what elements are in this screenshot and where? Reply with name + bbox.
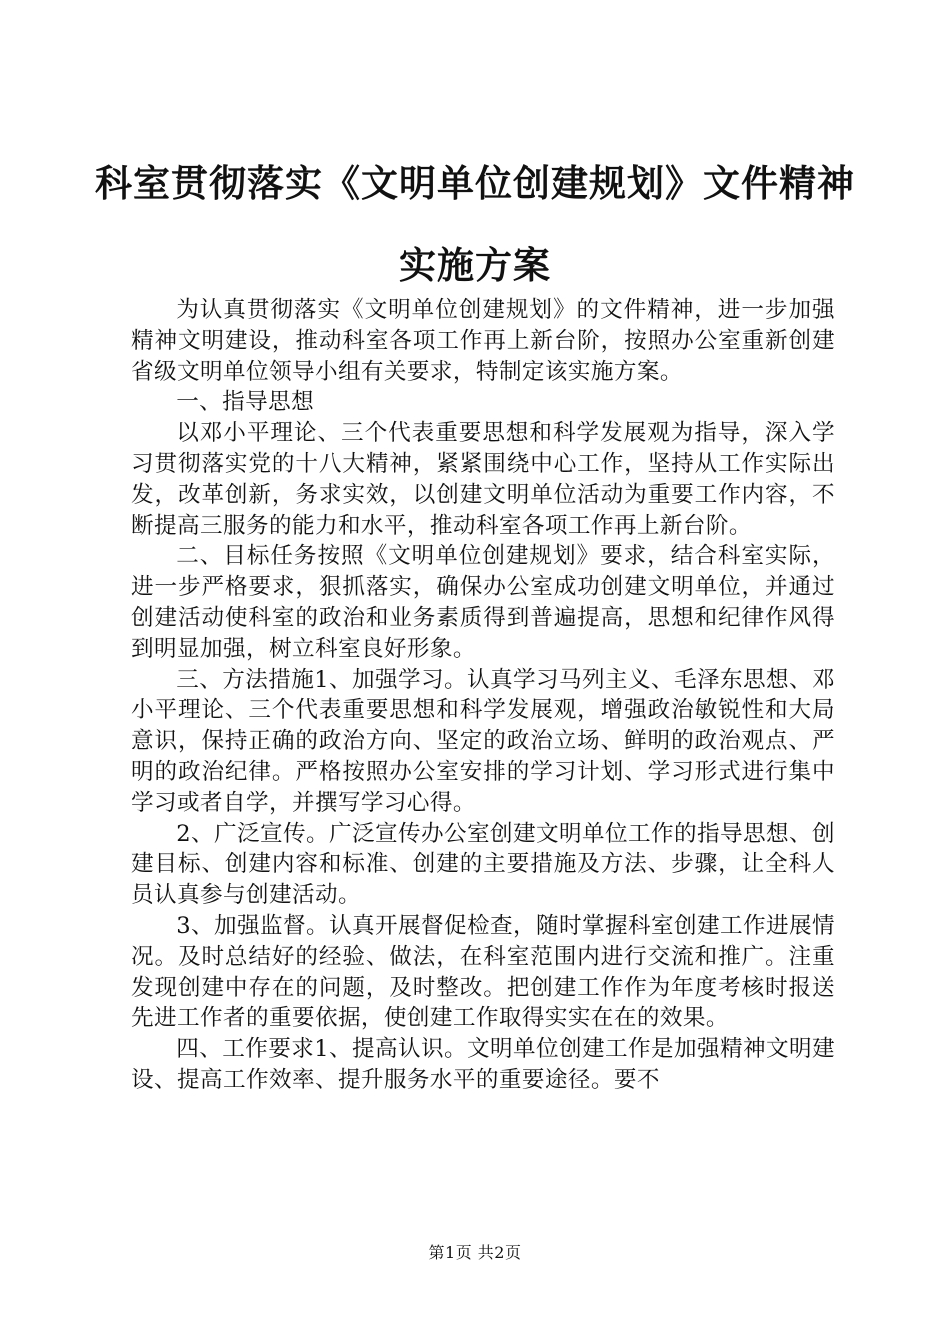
paragraph-measures-publicity: 2、广泛宣传。广泛宣传办公室创建文明单位工作的指导思想、创建目标、创建内容和标准、创建的主要措施及方法、步骤，让全科人员认真参与创建活动。: [131, 820, 835, 909]
paragraph-intro: 为认真贯彻落实《文明单位创建规划》的文件精神，进一步加强精神文明建设，推动科室各项工作再上新台阶，按照办公室重新创建省级文明单位领导小组有关要求，特制定该实施方案。: [131, 297, 835, 385]
paragraph-requirements: 四、工作要求1、提高认识。文明单位创建工作是加强精神文明建设、提高工作效率、提升服务水平的重要途径。要不: [131, 1036, 835, 1093]
paragraph-guiding-ideology: 以邓小平理论、三个代表重要思想和科学发展观为指导，深入学习贯彻落实党的十八大精神，紧紧围绕中心工作，坚持从工作实际出发，改革创新，务求实效，以创建文明单位活动为重要工作内容，不断提高三服务的能力和水平，推动科室各项工作再上新台阶。: [131, 420, 835, 539]
paragraph-measures-study: 三、方法措施1、加强学习。认真学习马列主义、毛泽东思想、邓小平理论、三个代表重要思想和科学发展观，增强政治敏锐性和大局意识，保持正确的政治方向、坚定的政治立场、鲜明的政治观点、严明的政治纪律。严格按照办公室安排的学习计划、学习形式进行集中学习或者自学，并撰写学习心得。: [131, 666, 835, 816]
document-body: [131, 295, 835, 1096]
document-title-line-2: 实施方案: [399, 244, 551, 287]
document-title-line-1: 科室贯彻落实《文明单位创建规划》文件精神: [95, 162, 855, 205]
paragraph-measures-supervision: 3、加强监督。认真开展督促检查，随时掌握科室创建工作进展情况。及时总结好的经验、做法，在科室范围内进行交流和推广。注重发现创建中存在的问题，及时整改。把创建工作作为年度考核时报送先进工作者的重要依据，使创建工作取得实实在在的效果。: [131, 912, 835, 1032]
paragraph-objectives: 二、目标任务按照《文明单位创建规划》要求，结合科室实际，进一步严格要求，狠抓落实，确保办公室成功创建文明单位，并通过创建活动使科室的政治和业务素质得到普遍提高，思想和纪律作风得到明显加强，树立科室良好形象。: [131, 543, 835, 662]
section-heading-guiding-ideology: 一、指导思想: [176, 389, 315, 416]
page-number-footer: 第1页 共2页: [428, 1243, 522, 1262]
